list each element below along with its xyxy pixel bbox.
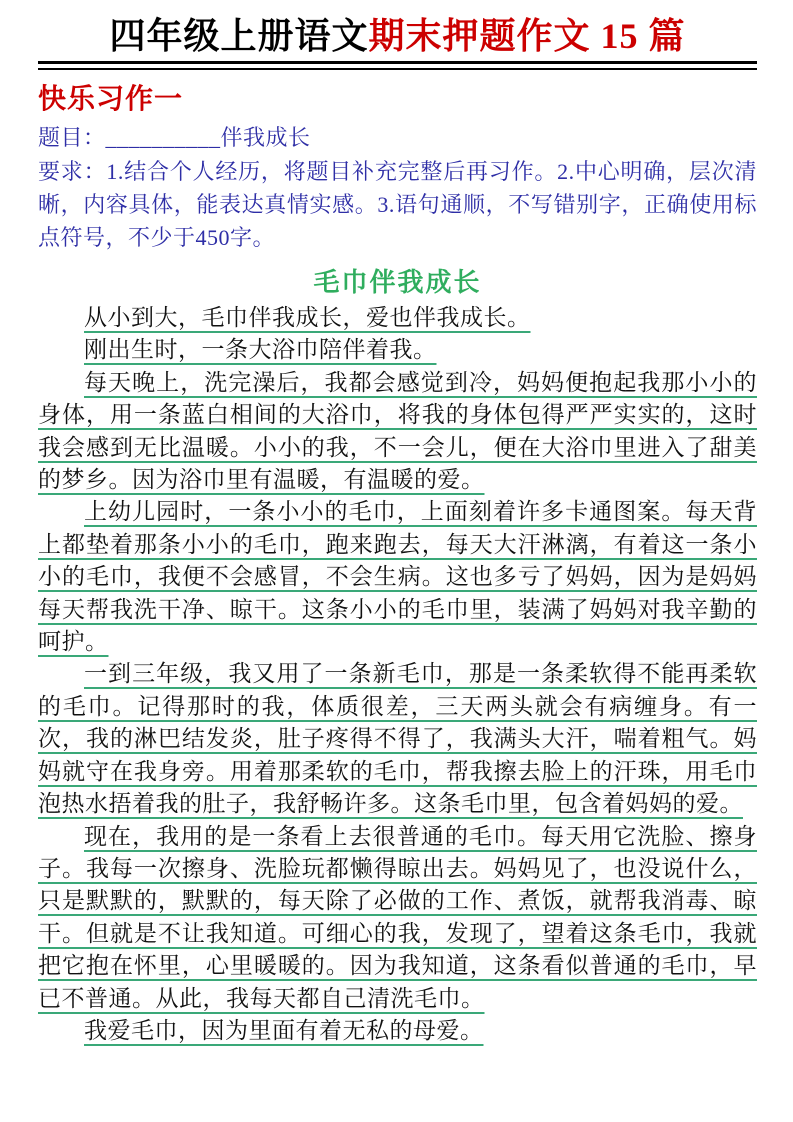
essay-paragraph-1 [38,302,757,334]
essay-paragraph-6 [38,821,757,1015]
prompt-requirements: 要求：1.结合个人经历，将题目补充完整后再习作。2.中心明确，层次清晰，内容具体，能表达真情实感。3.语句通顺，不写错别字，正确使用标点符号，不少于450字。 [38,159,757,250]
essay-paragraph-2 [38,334,757,366]
page-title [38,14,757,59]
essay-paragraph-3 [38,367,757,497]
essay-paragraph-5-text: 一到三年级，我又用了一条新毛巾，那是一条柔软得不能再柔软的毛巾。记得那时的我，体质很差，三天两头就会有病缠身。有一次，我的淋巴结发炎，肚子疼得不得了，我满头大汗，喘着粗气。妈妈就守在我身旁。用着那柔软的毛巾，帮我擦去脸上的汗珠，用毛巾泡热水捂着我的肚子，我舒畅许多。这条毛巾里，包含着妈妈的爱。 [38,661,757,817]
title-divider-rule [38,61,757,70]
essay-body [38,262,757,1047]
essay-paragraph-7-text: 我爱毛巾，因为里面有着无私的母爱。 [84,1017,484,1043]
essay-paragraph-1-text: 从小到大，毛巾伴我成长，爱也伴我成长。 [84,305,531,330]
essay-paragraph-7 [38,1015,757,1047]
assignment-prompt [38,121,757,254]
section-heading: 快乐习作一 [38,84,184,115]
essay-paragraph-4-text: 上幼儿园时，一条小小的毛巾，上面刻着许多卡通图案。每天背上都垫着那条小小的毛巾，跑来跑去，每天大汗淋漓，有着这一条小小的毛巾，我便不会感冒，不会生病。这也多亏了妈妈，因为是妈妈每天帮我洗干净、晾干。这条小小的毛巾里，装满了妈妈对我辛勤的呵护。 [38,499,757,655]
essay-paragraph-3-text: 每天晚上，洗完澡后，我都会感觉到冷，妈妈便抱起我那小小的身体，用一条蓝白相间的大浴巾，将我的身体包得严严实实的，这时我会感到无比温暖。小小的我，不一会儿，便在大浴巾里进入了甜美的梦乡。因为浴巾里有温暖，有温暖的爱。 [38,369,757,493]
prompt-topic-line: 题目：__________伴我成长 [38,125,311,150]
page-title-black-segment: 四年级上册语文 [109,16,369,56]
essay-paragraph-5 [38,658,757,820]
essay-paragraph-2-text: 刚出生时，一条大浴巾陪伴着我。 [84,337,437,363]
essay-paragraph-6-text: 现在，我用的是一条看上去很普通的毛巾。每天用它洗脸、擦身子。我每一次擦身、洗脸玩都懒得晾出去。妈妈见了，也没说什么，只是默默的，默默的，每天除了必做的工作、煮饭，就帮我消毒、晾干。但就是不让我知道。可细心的我，发现了，望着这条毛巾，我就把它抱在怀里，心里暖暖的。因为我知道，这条看似普通的毛巾，早已不普通。从此，我每天都自己清洗毛巾。 [38,823,757,1011]
essay-paragraph-4 [38,496,757,658]
essay-title: 毛巾伴我成长 [313,268,482,297]
page-title-red-segment: 期末押题作文 15 篇 [368,16,686,56]
